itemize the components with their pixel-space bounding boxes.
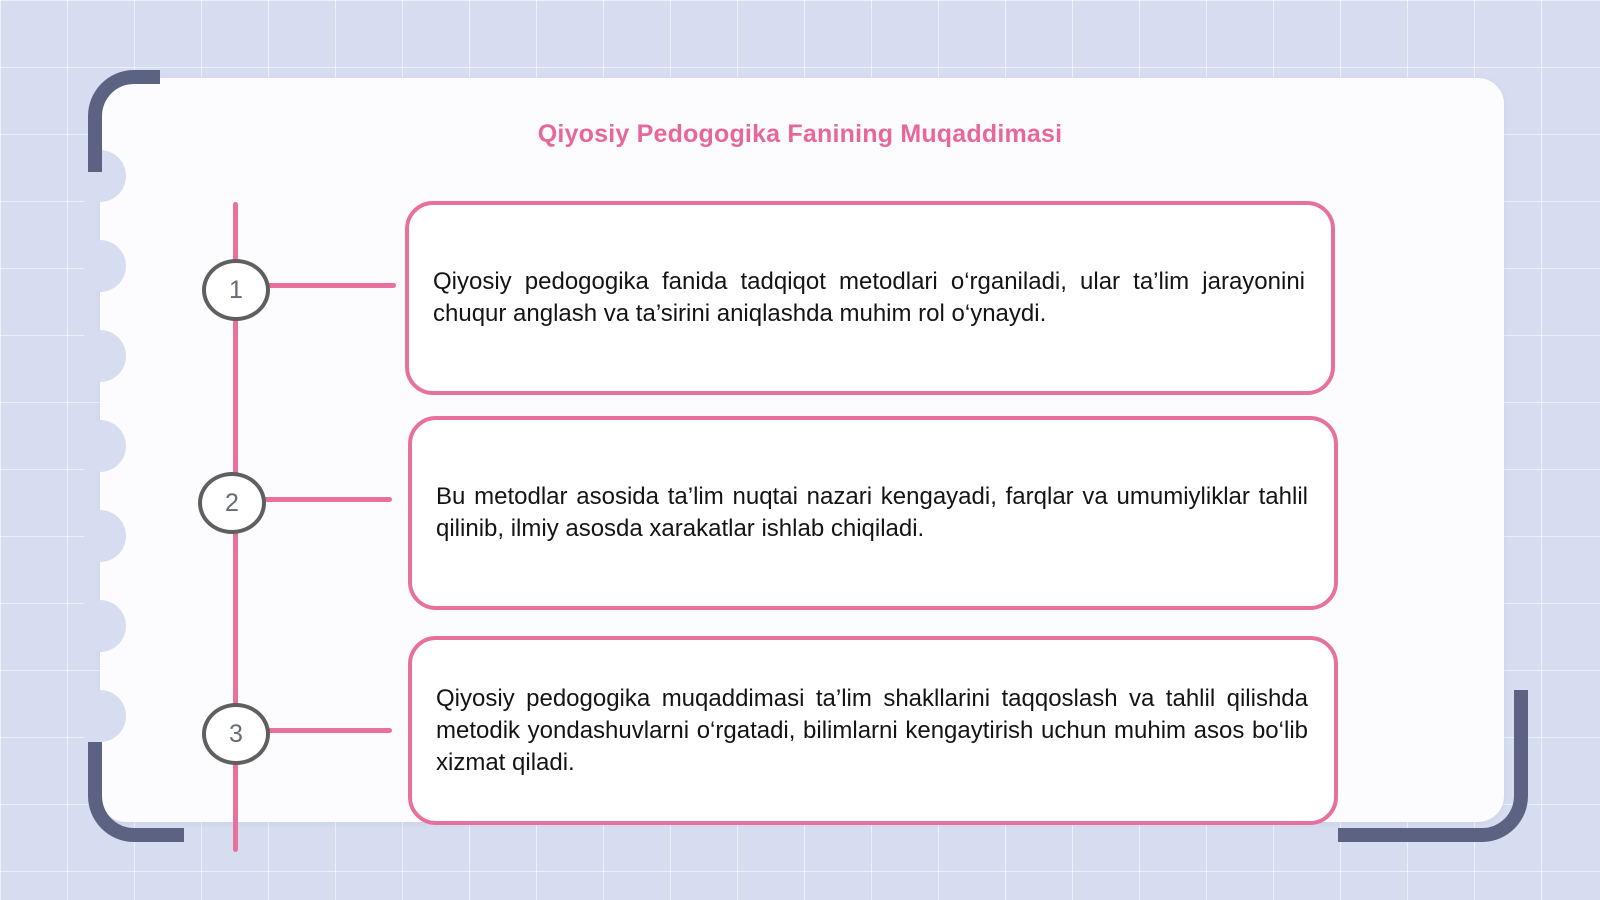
timeline-number-badge: 1 (202, 259, 270, 321)
slide-title: Qiyosiy Pedogogika Fanining Muqaddimasi (537, 120, 1063, 148)
timeline-item-box (408, 636, 1338, 825)
timeline-item-box (405, 201, 1335, 395)
corner-bracket-bottom-right (1338, 690, 1528, 842)
corner-bracket-bottom-left (88, 742, 184, 842)
timeline-item-text: Qiyosiy pedogogika fanida tadqiqot metodlari o‘rganiladi, ular ta’lim jarayonini chuqur anglash va ta’sirini aniqlashda muhim rol o‘ynaydi. (433, 268, 1305, 327)
timeline-connector (266, 728, 392, 733)
corner-bracket-top-left (88, 70, 160, 172)
timeline-number-badge: 3 (202, 703, 270, 765)
timeline-connector (266, 283, 396, 288)
timeline-item-text: Bu metodlar asosida ta’lim nuqtai nazari kengayadi, farqlar va umumiyliklar tahlil qilinib, ilmiy asosda xarakatlar ishlab chiqiladi. (436, 483, 1308, 542)
timeline-item-text: Qiyosiy pedogogika muqaddimasi ta’lim shakllarini taqqoslash va tahlil qilishda metodik yondashuvlarni o‘rgatadi, bilimlarni kengaytirish uchun muhim asos bo‘lib xizmat qiladi. (436, 684, 1308, 776)
timeline-item-box (408, 416, 1338, 610)
timeline-connector (262, 497, 392, 502)
timeline-number-badge: 2 (198, 472, 266, 534)
